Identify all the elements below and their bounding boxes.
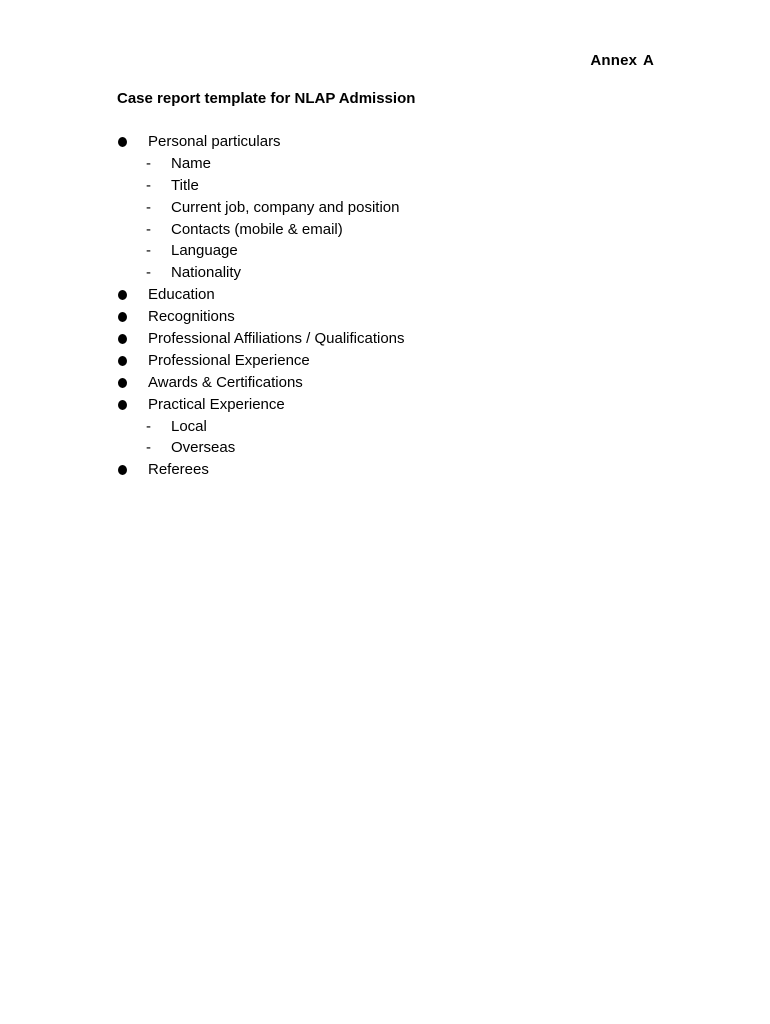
dash-marker: - [146,154,151,172]
outline-subitem-text: Overseas [171,439,236,457]
outline-item-text: Recognitions [148,308,235,326]
outline-item-text: Practical Experience [148,395,285,413]
outline-item-text: Professional Affiliations / Qualifications [148,330,405,348]
bullet-icon [118,400,127,410]
dash-marker: - [146,176,151,194]
outline-item-text: Professional Experience [148,351,310,369]
bullet-icon [118,137,127,147]
dash-marker: - [146,417,151,435]
outline-subitem-text: Contacts (mobile & email) [171,220,343,238]
bullet-icon [118,378,127,388]
dash-marker: - [146,439,151,457]
bullet-icon [118,356,127,366]
outline-item-text: Education [148,286,215,304]
bullet-icon [118,312,127,322]
outline-subitem-text: Name [171,154,212,172]
bullet-icon [118,290,127,300]
document-title: Case report template for NLAP Admission [117,90,416,107]
outline-item-text: Awards & Certifications [148,373,303,391]
outline-subitem-text: Current job, company and position [171,198,400,216]
outline-subitem-text: Language [171,242,238,260]
outline-item-text: Referees [148,461,209,479]
bullet-icon [118,334,127,344]
dash-marker: - [146,198,151,216]
dash-marker: - [146,220,151,238]
outline-item-text: Personal particulars [148,133,281,150]
dash-marker: - [146,264,151,282]
annex-label: Annex A [590,52,654,69]
bullet-icon [118,465,127,475]
dash-marker: - [146,242,151,260]
outline-subitem-text: Title [171,176,199,194]
outline-subitem-text: Local [171,417,207,435]
outline-subitem-text: Nationality [171,264,242,282]
